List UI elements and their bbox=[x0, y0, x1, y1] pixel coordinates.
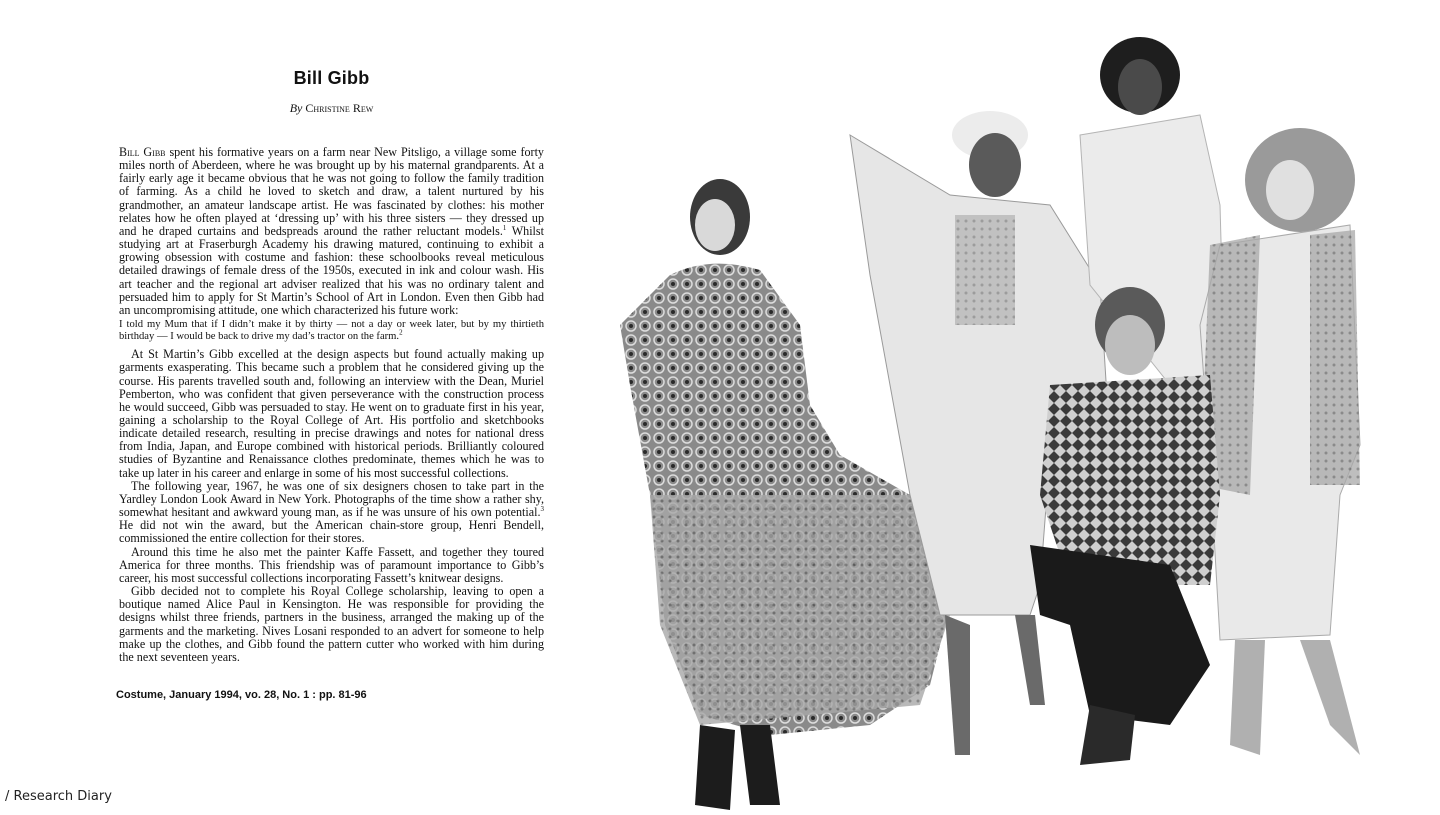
model-curly-hair bbox=[1200, 128, 1360, 755]
paragraph-3 bbox=[119, 480, 544, 546]
paragraph-lead: Bill Gibb bbox=[119, 145, 166, 159]
byline-author: Christine Rew bbox=[305, 101, 374, 115]
byline-by: By bbox=[289, 101, 303, 115]
paragraph-3-text: The following year, 1967, he was one of six designers chosen to take part in the Yardley London Look Award in New York. Photographs of the time show a rather shy, somewhat hesitant and awkward young man, as if he was unsure of his own potential. bbox=[119, 478, 544, 520]
paragraph-1-text-cont: Whilst studying art at Fraserburgh Academy his drawing matured, continuing to exhibit a growing obsession with costume and fashion: these schoolbooks reveal meticulous detailed drawings of female dress of the 1950s, executed in ink and colour wash. His art teacher and the regional art adviser realized that his was no ordinary talent and persuaded him to apply for St Martin’s School of Art in London. Even then Gibb had an uncompromising attitude, one which characterized his future work: bbox=[119, 223, 544, 317]
quote-text: I told my Mum that if I didn’t make it by thirty — not a day or week later, but by my thirtieth birthday — I would be back to drive my dad’s tractor on the farm. bbox=[119, 319, 544, 342]
research-diary-label: / Research Diary bbox=[5, 789, 112, 804]
fashion-group-photo bbox=[610, 25, 1390, 815]
paragraph-3-text-cont: He did not win the award, but the American chain-store group, Henri Bendell, commissioned the entire collection for their stores. bbox=[119, 518, 544, 546]
paragraph-1-text: spent his formative years on a farm near New Pitsligo, a village some forty miles north of Aberdeen, where he was brought up by his maternal grandparents. At a fairly early age it became obvious that he was not going to follow the family tradition of farming. As a child he loved to sketch and draw, a talent nurtured by his grandmother, an amateur landscape artist. He was fascinated by clothes: his mother relates how he often played at ‘dressing up’ with his three sisters — they dressed up and he draped curtains and bedspreads around the rather reluctant models. bbox=[119, 145, 544, 238]
article-byline bbox=[119, 101, 544, 116]
article-title: Bill Gibb bbox=[293, 68, 370, 88]
paragraph-4: Around this time he also met the painter Kaffe Fassett, and together they toured America for three months. This friendship was of paramount importance to Gibb’s career, his most successful collections incorporating Fassett’s knitwear designs. bbox=[119, 544, 544, 585]
footnote-2: 2 bbox=[399, 328, 403, 337]
article-body bbox=[119, 146, 544, 664]
paragraph-5: Gibb decided not to complete his Royal College scholarship, leaving to open a boutique named Alice Paul in Kensington. He was responsible for providing the designs whilst three friends, partners in the business, arranged the making up of the garments and the marketing. Nives Losani responded to an advert for someone to help make up the clothes, and Gibb found the pattern cutter who worked with him during the next seventeen years. bbox=[119, 584, 544, 664]
paragraph-2: At St Martin’s Gibb excelled at the design aspects but found actually making up garments exasperating. This became such a problem that he considered giving up the course. His parents travelled south and, following an interview with the Dean, Muriel Pemberton, who was confident that given perseverance with the construction process he would succeed, Gibb was persuaded to stay. He went on to graduate first in his year, gaining a scholarship to the Royal College of Art. His portfolio and sketchbooks indicate detailed research, resulting in precise drawings and notes for national dress from India, Japan, and Europe combined with historical periods. Brilliantly coloured studies of Byzantine and Renaissance clothes predominate, themes which he was to take up later in his career and enlarge in some of his most successful collections. bbox=[119, 347, 544, 480]
footnote-3: 3 bbox=[540, 505, 544, 514]
paragraph-1 bbox=[119, 146, 544, 317]
quote-block bbox=[119, 319, 544, 342]
citation: Costume, January 1994, vo. 28, No. 1 : pp. 81-96 bbox=[116, 689, 367, 701]
footnote-1: 1 bbox=[502, 223, 507, 232]
